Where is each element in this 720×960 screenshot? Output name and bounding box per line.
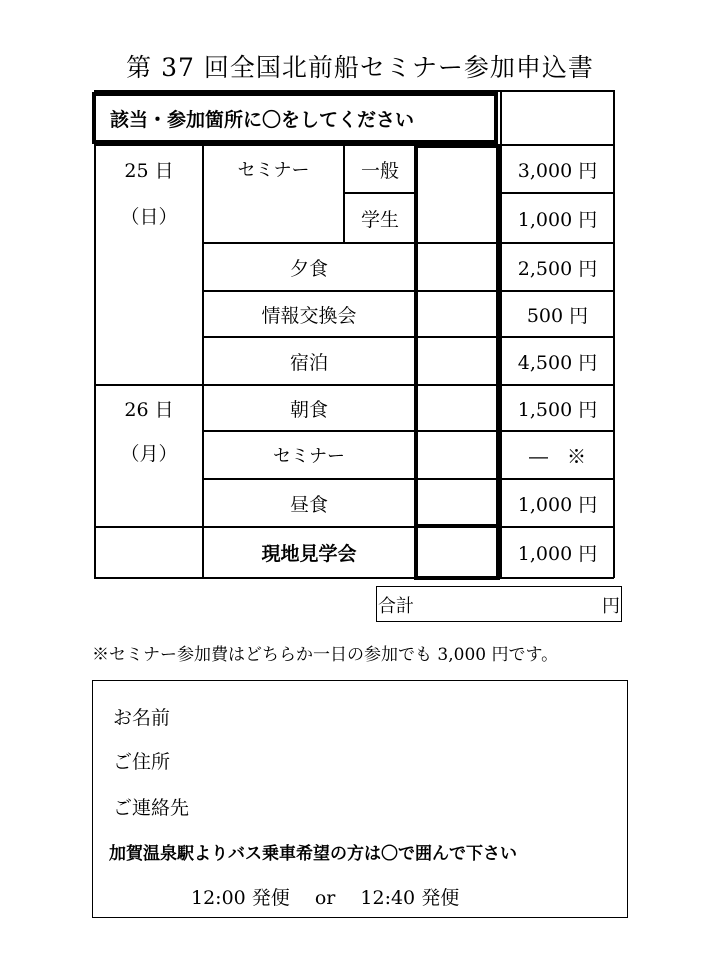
day2-weekday: （月） (120, 442, 178, 465)
price-general: 3,000 円 (517, 159, 598, 182)
instruction-box (92, 92, 498, 144)
price-seminar2: ― ※ (528, 445, 586, 468)
contact-label[interactable]: ご連絡先 (113, 797, 190, 819)
item-student: 学生 (360, 208, 399, 231)
form-title: 第 37 回全国北前船セミナー参加申込書 (126, 53, 594, 82)
item-breakfast: 朝食 (289, 398, 328, 421)
item-tour: 現地見学会 (261, 543, 357, 565)
name-label[interactable]: お名前 (113, 707, 171, 729)
mark-column[interactable] (414, 144, 500, 580)
price-lunch: 1,000 円 (517, 493, 598, 516)
applicant-info-box (92, 680, 628, 918)
mark-column-divider (414, 524, 500, 528)
item-general: 一般 (360, 159, 399, 182)
day1-weekday: （日） (120, 205, 178, 228)
price-breakfast: 1,500 円 (517, 398, 598, 421)
price-exchange: 500 円 (526, 304, 589, 327)
address-label[interactable]: ご住所 (113, 751, 171, 773)
total-label: 合計 (378, 596, 414, 617)
item-lodging: 宿泊 (289, 351, 328, 374)
table-border-bottom (94, 577, 614, 579)
item-lunch: 昼食 (289, 493, 328, 516)
item-exchange: 情報交換会 (261, 304, 357, 327)
table-border-right (613, 90, 615, 578)
item-seminar: セミナー (237, 160, 310, 181)
price-tour: 1,000 円 (517, 543, 598, 565)
fee-note: ※セミナー参加費はどちらか一日の参加でも 3,000 円です。 (92, 645, 559, 665)
price-lodging: 4,500 円 (517, 351, 598, 374)
item-dinner: 夕食 (289, 257, 328, 280)
total-unit: 円 (602, 596, 620, 617)
instruction-text: 該当・参加箇所に〇をしてください (110, 108, 415, 131)
bus-options[interactable]: 12:00 発便 or 12:40 発便 (191, 887, 460, 909)
price-student: 1,000 円 (517, 208, 598, 231)
item-seminar2: セミナー (273, 446, 345, 467)
day1-date: 25 日 (124, 159, 174, 182)
bus-request-text: 加賀温泉駅よりバス乗車希望の方は〇で囲んで下さい (109, 844, 517, 864)
day2-date: 26 日 (124, 398, 174, 421)
price-dinner: 2,500 円 (517, 257, 598, 280)
